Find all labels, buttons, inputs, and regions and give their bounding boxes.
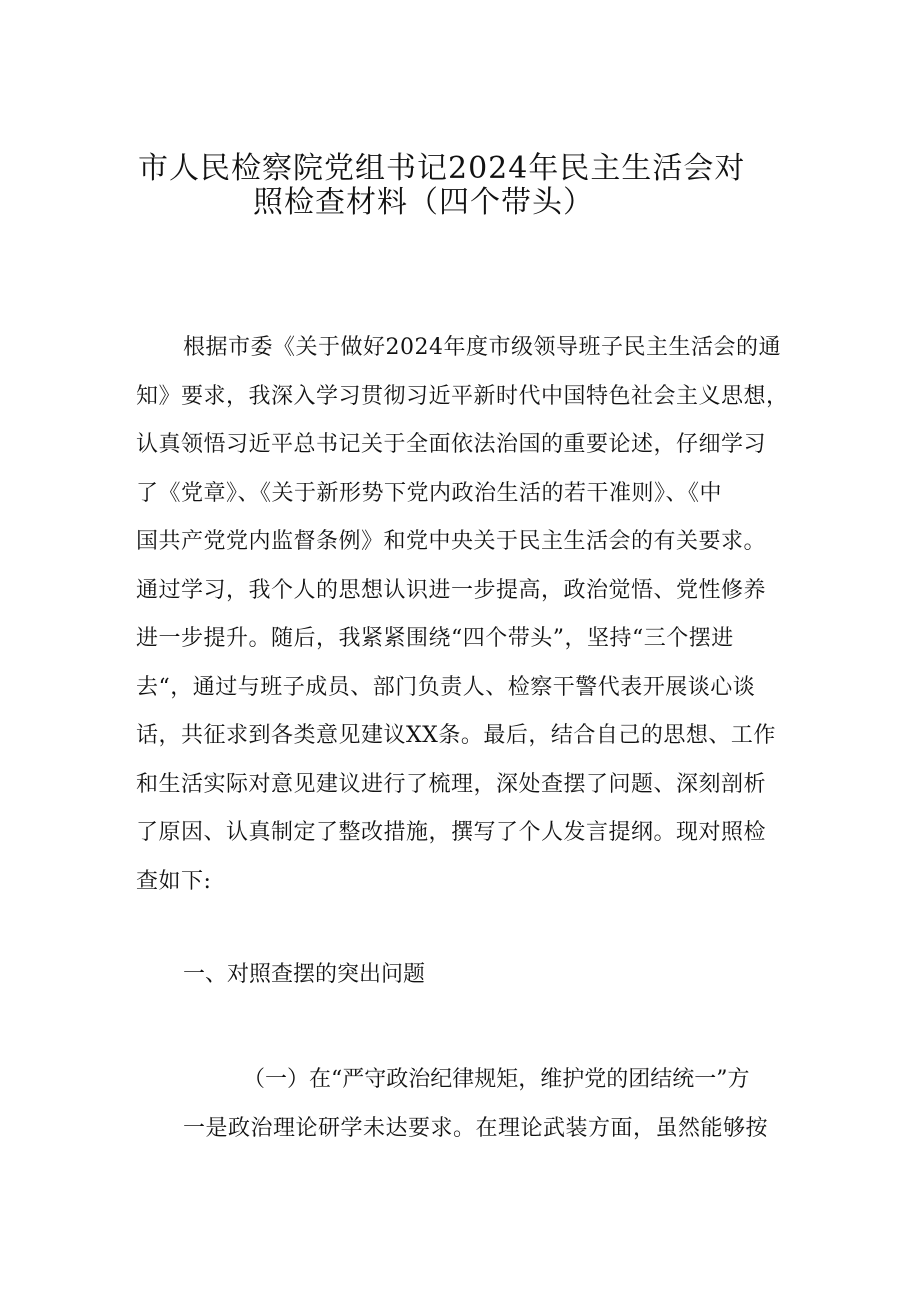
paragraph-line: 话，共征求到各类意见建议XX条。最后，结合自己的思想、工作	[136, 723, 776, 748]
paragraph-line: 和生活实际对意见建议进行了梳理，深处查摆了问题、深刻剖析	[136, 772, 767, 797]
paragraph-line: 国共产党党内监督条例》和党中央关于民主生活会的有关要求。	[136, 529, 767, 554]
document-title-line-2: 照检查材料（四个带头）	[253, 185, 594, 220]
paragraph-line: 查如下:	[136, 869, 212, 894]
paragraph-line: 根据市委《关于做好2024年度市级领导班子民主生活会的通	[183, 335, 781, 360]
paragraph-line: 一是政治理论研学未达要求。在理论武装方面，虽然能够按	[183, 1116, 769, 1141]
paragraph-line: 了《党章》、《关于新形势下党内政治生活的若干准则》、《中	[136, 481, 723, 506]
section-heading: 一、对照查摆的突出问题	[183, 962, 426, 987]
paragraph-line: 知》要求，我深入学习贯彻习近平新时代中国特色社会主义思想，	[136, 384, 789, 409]
paragraph-line: 通过学习，我个人的思想认识进一步提高，政治觉悟、党性修养	[136, 578, 767, 603]
document-title-line-1: 市人民检察院党组书记2024年民主生活会对	[138, 151, 746, 186]
paragraph-line: 认真领悟习近平总书记关于全面依法治国的重要论述，仔细学习	[136, 432, 767, 457]
paragraph-line: 了原因、认真制定了整改措施，撰写了个人发言提纲。现对照检	[136, 820, 767, 845]
paragraph-line: 去“，通过与班子成员、部门负责人、检察干警代表开展谈心谈	[136, 675, 756, 700]
subsection-heading: （一）在“严守政治纪律规矩，维护党的团结统一”方	[243, 1067, 750, 1092]
paragraph-line: 进一步提升。随后，我紧紧围绕“四个带头”，坚持“三个摆进	[136, 626, 734, 651]
